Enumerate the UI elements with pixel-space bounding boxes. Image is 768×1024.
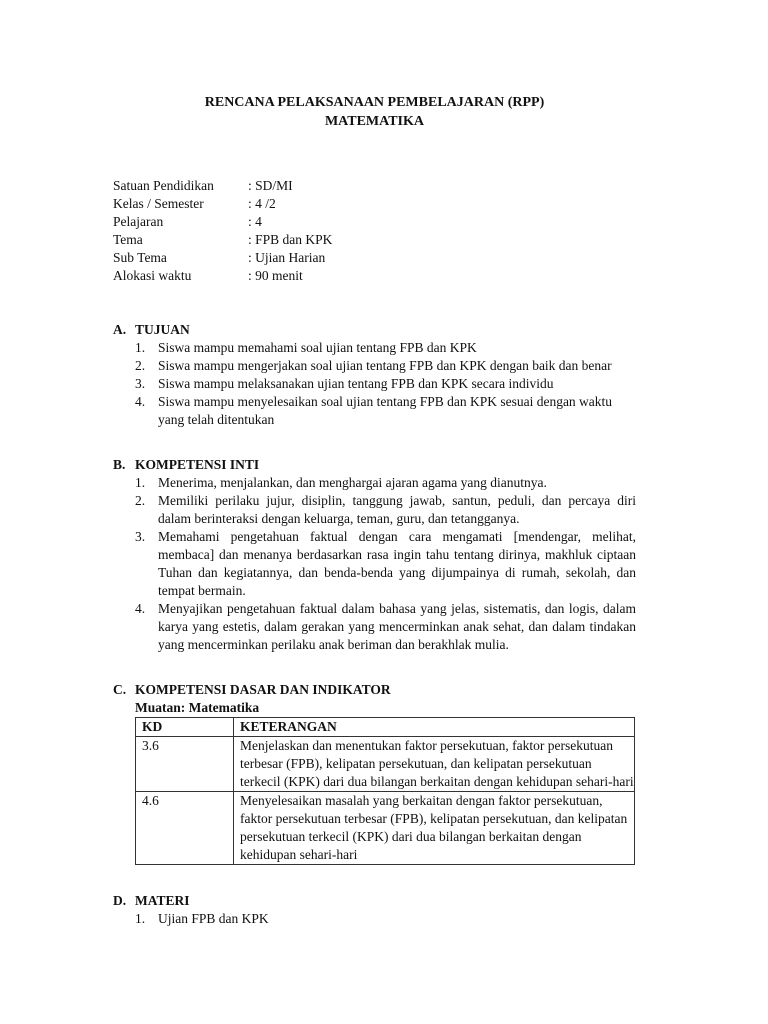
section-materi	[113, 892, 636, 928]
list-item	[135, 339, 636, 357]
item-text: Memahami pengetahuan faktual dengan cara mengamati [mendengar, melihat, membaca] dan menanya berdasarkan rasa ingin tahu tentang dirinya, makhluk ciptaan Tuhan dan kegiatannya, dan benda-benda yang dijumpainya di rumah, sekolah, dan tempat bermain.	[158, 529, 636, 598]
keterangan-cell: Menyelesaikan masalah yang berkaitan dengan faktor persekutuan, faktor persekutuan terbesar (FPB), kelipatan persekutuan, dan kelipatan persekutuan terkecil (KPK) dari dua bilangan berkaitan dengan kehidupan sehari-hari	[234, 792, 635, 865]
section-kompetensi-inti	[113, 456, 636, 654]
section-heading	[113, 456, 636, 474]
section-letter: D.	[113, 893, 127, 908]
section-letter: B.	[113, 457, 126, 472]
item-text: Menyajikan pengetahuan faktual dalam bahasa yang jelas, sistematis, dan logis, dalam karya yang estetis, dalam gerakan yang mencerminkan anak sehat, dan dalam tindakan yang mencerminkan perilaku anak beriman dan berakhlak mulia.	[158, 601, 636, 652]
info-key: Tema	[113, 232, 143, 247]
info-value: : 90 menit	[248, 268, 303, 283]
section-heading	[113, 681, 636, 699]
info-row	[113, 213, 332, 231]
column-header-keterangan: KETERANGAN	[234, 718, 635, 737]
document-title	[113, 93, 636, 131]
info-value: : 4	[248, 214, 262, 229]
muatan-label: Muatan: Matematika	[135, 700, 260, 715]
item-text: Siswa mampu menyelesaikan soal ujian tentang FPB dan KPK sesuai dengan waktu yang telah ditentukan	[158, 394, 613, 427]
info-key: Sub Tema	[113, 250, 167, 265]
item-number: 3.	[135, 376, 146, 391]
item-number: 1.	[135, 340, 146, 355]
info-row	[113, 231, 332, 249]
section-title: KOMPETENSI DASAR DAN INDIKATOR	[135, 682, 391, 697]
item-number: 4.	[135, 394, 146, 409]
section-title: KOMPETENSI INTI	[135, 457, 260, 472]
item-number: 1.	[135, 911, 146, 926]
list-item	[135, 910, 636, 928]
info-row	[113, 267, 332, 285]
section-letter: A.	[113, 322, 127, 337]
section-kompetensi-dasar	[113, 681, 636, 865]
keterangan-cell: Menjelaskan dan menentukan faktor persekutuan, faktor persekutuan terbesar (FPB), kelipatan persekutuan, dan kelipatan persekutuan terkecil (KPK) dari dua bilangan berkaitan dengan kehidupan sehari-hari	[234, 737, 635, 792]
list-item	[135, 600, 636, 654]
info-key: Satuan Pendidikan	[113, 178, 214, 193]
list-item	[135, 492, 636, 528]
item-number: 3.	[135, 529, 146, 544]
info-row	[113, 195, 332, 213]
item-number: 2.	[135, 493, 146, 508]
info-key: Alokasi waktu	[113, 268, 192, 283]
item-text: Siswa mampu mengerjakan soal ujian tentang FPB dan KPK dengan baik dan benar	[158, 358, 612, 373]
info-key: Kelas / Semester	[113, 196, 204, 211]
list-item	[135, 357, 636, 375]
item-text: Menerima, menjalankan, dan menghargai ajaran agama yang dianutnya.	[158, 475, 547, 490]
section-title: TUJUAN	[135, 322, 190, 337]
section-tujuan	[113, 321, 636, 429]
column-header-kd: KD	[136, 718, 234, 737]
table-header-row	[136, 718, 635, 737]
info-key: Pelajaran	[113, 214, 164, 229]
item-number: 1.	[135, 475, 146, 490]
info-value: : SD/MI	[248, 178, 293, 193]
materi-list	[113, 910, 636, 928]
info-row	[113, 177, 332, 195]
title-line-1: RENCANA PELAKSANAAN PEMBELAJARAN (RPP)	[204, 95, 545, 110]
item-text: Memiliki perilaku jujur, disiplin, tanggung jawab, santun, peduli, dan percaya diri dalam berinteraksi dengan keluarga, teman, guru, dan tetangganya.	[158, 493, 636, 526]
list-item	[135, 528, 636, 600]
info-row	[113, 249, 332, 267]
list-item	[135, 474, 636, 492]
section-heading	[113, 321, 636, 339]
table-row	[136, 792, 635, 865]
item-number: 2.	[135, 358, 146, 373]
item-text: Siswa mampu melaksanakan ujian tentang FPB dan KPK secara individu	[158, 376, 554, 391]
item-number: 4.	[135, 601, 146, 616]
kd-cell: 4.6	[136, 792, 234, 865]
tujuan-list	[113, 339, 636, 429]
identity-table	[113, 177, 332, 285]
section-title: MATERI	[135, 893, 190, 908]
info-value: : Ujian Harian	[248, 250, 326, 265]
kd-cell: 3.6	[136, 737, 234, 792]
info-value: : FPB dan KPK	[248, 232, 333, 247]
item-text: Ujian FPB dan KPK	[158, 911, 269, 926]
section-heading	[113, 892, 636, 910]
list-item	[135, 393, 636, 429]
list-item	[135, 375, 636, 393]
info-value: : 4 /2	[248, 196, 276, 211]
kompetensi-inti-list	[113, 474, 636, 654]
section-letter: C.	[113, 682, 127, 697]
table-row	[136, 737, 635, 792]
item-text: Siswa mampu memahami soal ujian tentang FPB dan KPK	[158, 340, 477, 355]
title-line-2: MATEMATIKA	[324, 114, 425, 129]
kd-table	[135, 717, 635, 865]
